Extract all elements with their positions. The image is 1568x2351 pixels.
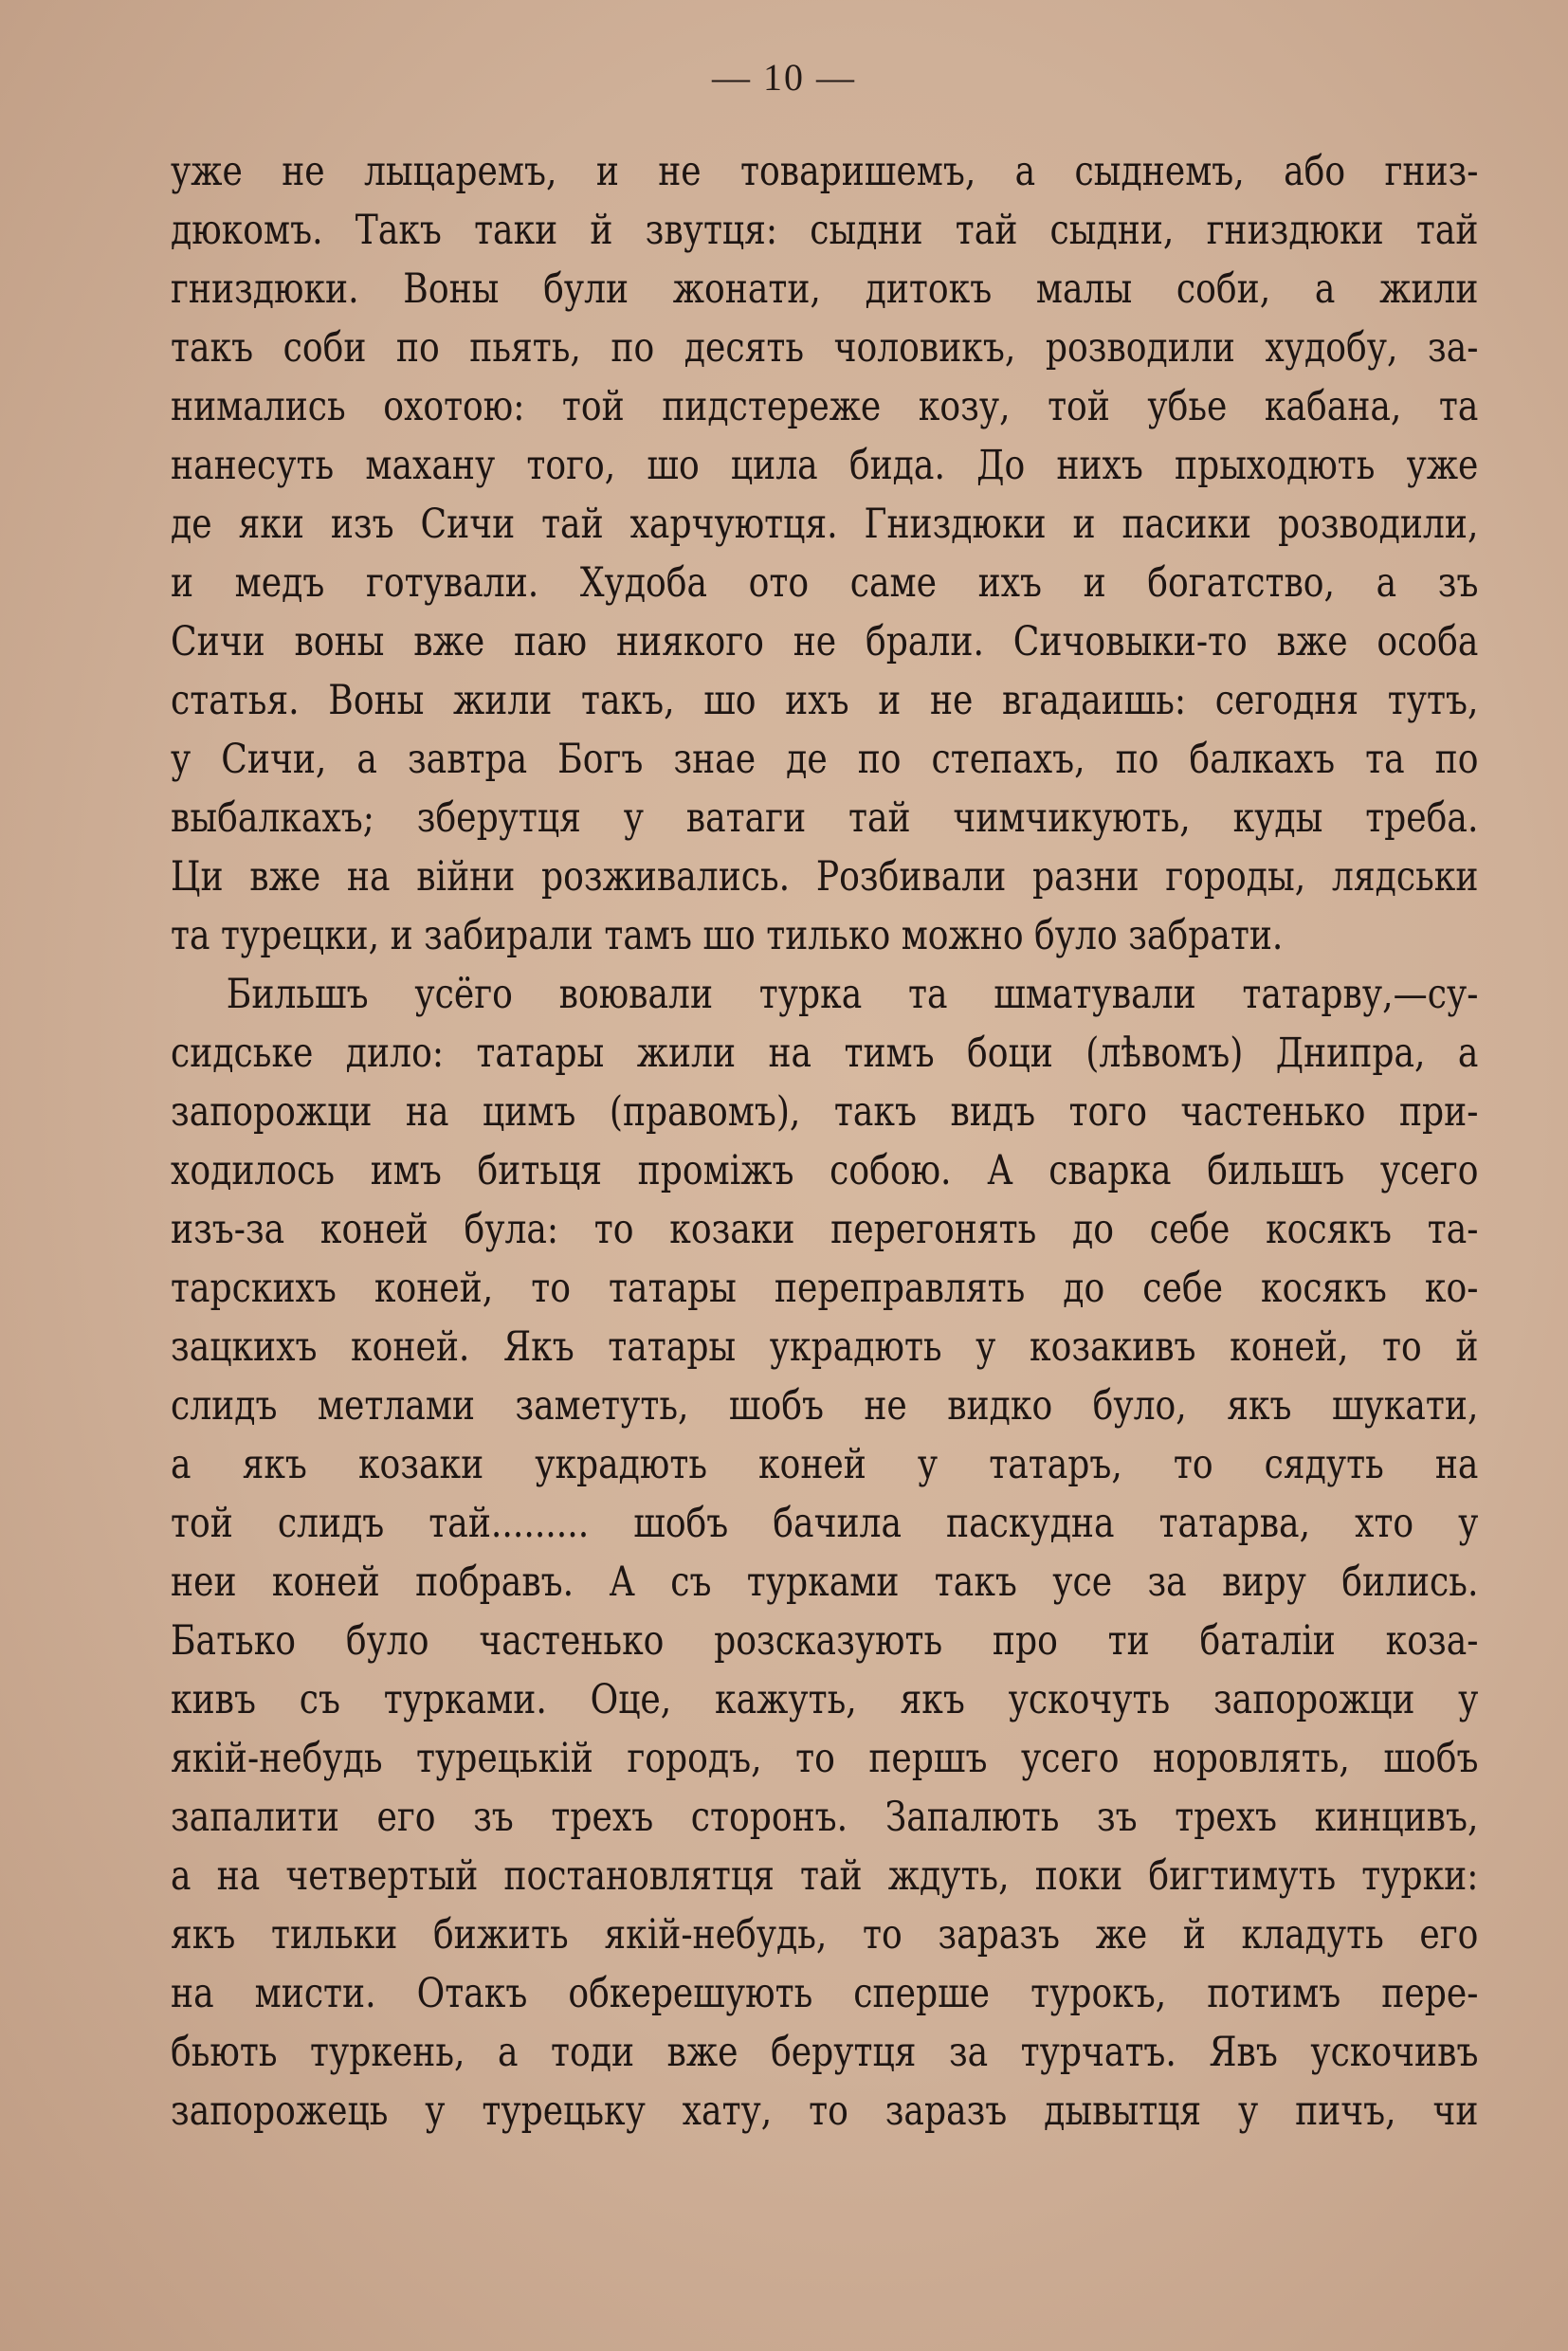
text-line: запалити его зъ трехъ сторонъ. Запалють зъ трехъ кинцивъ,	[171, 1794, 1479, 1841]
text-line: нимались охотою: той пидстереже козу, той убье кабана, та	[171, 383, 1479, 430]
text-line: той слидъ тай......... шобъ бачила паскудна татарва, хто у	[171, 1500, 1479, 1547]
text-line: сидське дило: татары жили на тимъ боци (лѣвомъ) Днипра, а	[171, 1030, 1479, 1077]
text-line: тарскихъ коней, то татары переправлять до себе косякъ ко-	[171, 1265, 1479, 1312]
text-line: якъ тильки бижить якій-небудь, то заразъ же й кладуть его	[171, 1911, 1479, 1959]
page-number: — 10 —	[712, 56, 856, 99]
text-line: якій-небудь турецькій городъ, то першъ усего норовлять, шобъ	[171, 1735, 1479, 1782]
text-line: нанесуть махану того, шо цила бида. До нихъ прыходють уже	[171, 442, 1479, 489]
text-line: изъ-за коней була: то козаки перегонять до себе косякъ та-	[171, 1206, 1479, 1253]
text-line: а якъ козаки украдють коней у татаръ, то сядуть на	[171, 1441, 1479, 1488]
text-line: статья. Воны жили такъ, шо ихъ и не вгадаишь: сегодня тутъ,	[171, 677, 1479, 724]
text-line: такъ соби по пьять, по десять чоловикъ, розводили худобу, за-	[171, 324, 1479, 372]
text-line: ходилось имъ битьця проміжъ собою. А сварка бильшъ усего	[171, 1147, 1479, 1194]
text-line: уже не лыцаремъ, и не товаришемъ, а сыднемъ, або гниз-	[171, 148, 1479, 195]
text-line: Ци вже на війни розживались. Розбивали разни городы, лядськи	[171, 853, 1479, 901]
body-text	[171, 142, 1479, 2141]
text-line: бьють туркень, а тоди вже берутця за турчатъ. Явъ ускочивъ	[171, 2029, 1479, 2076]
text-line: та турецки, и забирали тамъ шо тилько можно було забрати.	[171, 912, 1284, 959]
text-line: дюкомъ. Такъ таки й звутця: сыдни тай сыдни, гниздюки тай	[171, 207, 1479, 254]
text-line: зацкихъ коней. Якъ татары украдють у козакивъ коней, то й	[171, 1323, 1479, 1371]
text-line: Батько було частенько розсказують про ти баталіи коза-	[171, 1617, 1479, 1665]
text-line: выбалкахъ; зберутця у ватаги тай чимчикують, куды треба.	[171, 794, 1479, 842]
text-line: а на четвертый постановлятця тай ждуть, поки бигтимуть турки:	[171, 1852, 1479, 1900]
text-line: неи коней побравъ. А съ турками такъ усе за виру бились.	[171, 1558, 1479, 1606]
text-line: на мисти. Отакъ обкерешують сперше турокъ, потимъ пере-	[171, 1970, 1479, 2017]
text-line: гниздюки. Воны були жонати, дитокъ малы соби, а жили	[171, 265, 1479, 313]
text-line: де яки изъ Сичи тай харчуютця. Гниздюки и пасики розводили,	[171, 501, 1479, 548]
text-line: кивъ съ турками. Оце, кажуть, якъ ускочуть запорожци у	[171, 1676, 1479, 1723]
text-line: слидъ метлами заметуть, шобъ не видко було, якъ шукати,	[171, 1382, 1479, 1430]
text-line: запорожци на цимъ (правомъ), такъ видъ того частенько при-	[171, 1088, 1479, 1136]
text-line: у Сичи, а завтра Богъ знае де по степахъ, по балкахъ та по	[171, 736, 1479, 783]
text-line: запорожець у турецьку хату, то заразъ дывытця у пичъ, чи	[171, 2087, 1479, 2135]
text-line: Сичи воны вже паю ниякого не брали. Сичовыки-то вже особа	[171, 618, 1479, 665]
paragraph-first-line: Бильшъ усёго воювали турка та шматували татарву,—су-	[226, 971, 1479, 1018]
text-line: и медъ готували. Худоба ото саме ихъ и богатство, а зъ	[171, 559, 1479, 607]
